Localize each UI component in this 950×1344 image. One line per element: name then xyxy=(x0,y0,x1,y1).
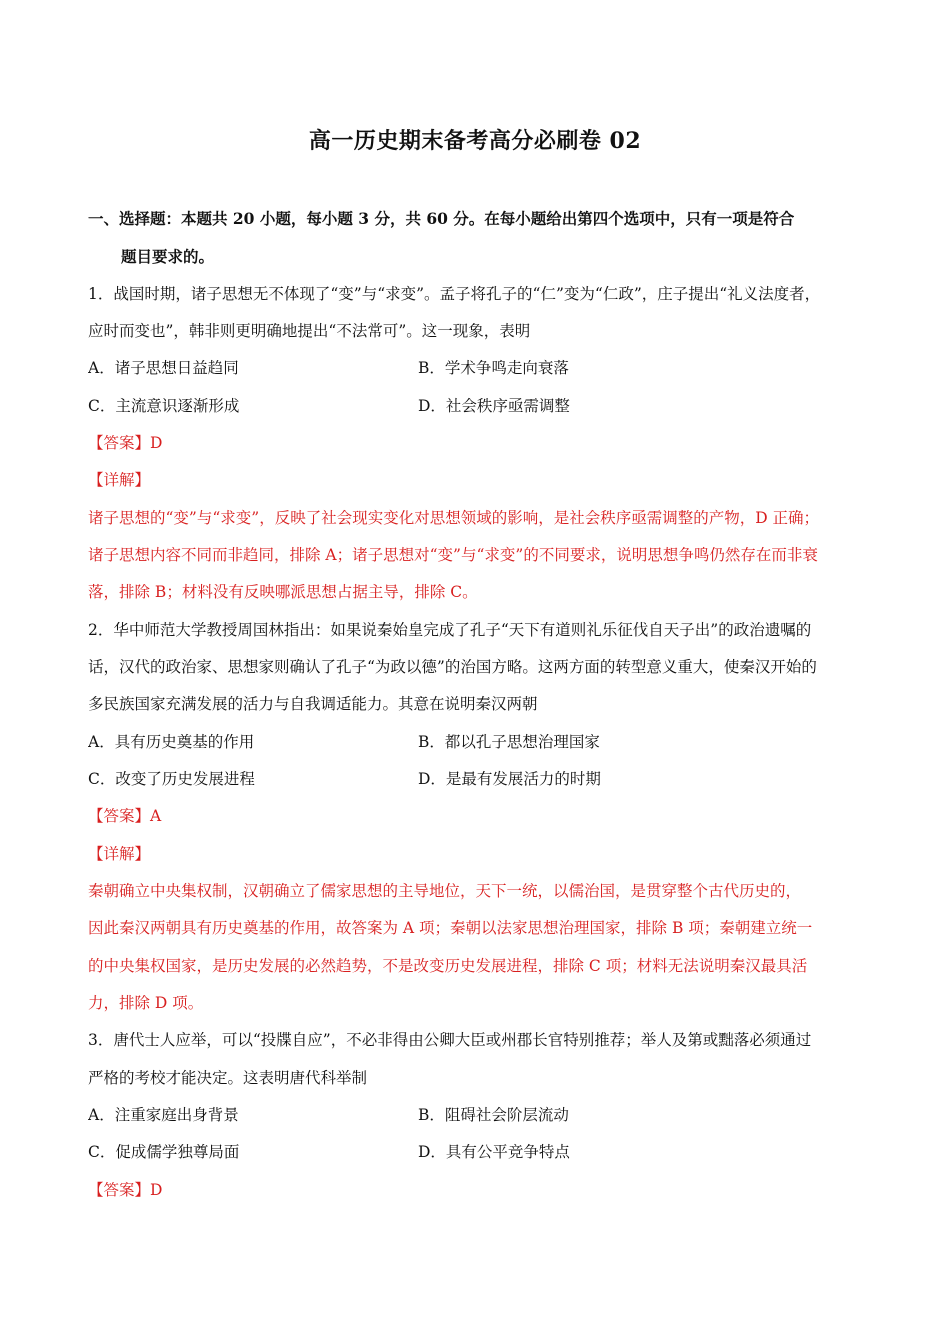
question-1-detail-line-1: 诸子思想的“变”与“求变”，反映了社会现实变化对思想领域的影响，是社会秩序亟需调整的产物，D 正确； xyxy=(88,509,820,527)
answer-value: D xyxy=(150,434,163,452)
question-1-detail-line-3: 落，排除 B；材料没有反映哪派思想占据主导，排除 C。 xyxy=(88,583,478,601)
question-1-option-a: A．诸子思想日益趋同 xyxy=(88,359,239,377)
question-3-stem-line-2: 严格的考校才能决定。这表明唐代科举制 xyxy=(88,1069,368,1087)
question-2-stem-line-3: 多民族国家充满发展的活力与自我调适能力。其意在说明秦汉两朝 xyxy=(88,695,538,713)
question-2-option-b: B．都以孔子思想治理国家 xyxy=(418,733,600,751)
section-heading-continued: 题目要求的。 xyxy=(121,247,215,266)
question-1-stem-line-2: 应时而变也”，韩非则更明确地提出“不法常可”。这一现象，表明 xyxy=(88,322,531,340)
question-3-option-c: C．促成儒学独尊局面 xyxy=(88,1143,240,1161)
question-2-detail-line-1: 秦朝确立中央集权制，汉朝确立了儒家思想的主导地位，天下一统，以儒治国，是贯穿整个古代历史的， xyxy=(88,882,802,900)
question-2-stem-line-2: 话，汉代的政治家、思想家则确认了孔子“为政以德”的治国方略。这两方面的转型意义重大，使秦汉开始的 xyxy=(88,658,817,676)
question-1-detail-label: 【详解】 xyxy=(88,471,151,489)
question-2-answer xyxy=(88,804,878,828)
question-1-detail-line-2: 诸子思想内容不同而非趋同，排除 A；诸子思想对“变”与“求变”的不同要求，说明思想争鸣仍然存在而非衰 xyxy=(88,546,818,564)
question-1-answer xyxy=(88,431,878,455)
question-2-option-d: D．是最有发展活力的时期 xyxy=(418,770,601,788)
question-2-option-a: A．具有历史奠基的作用 xyxy=(88,733,255,751)
question-2-detail-line-2: 因此秦汉两朝具有历史奠基的作用，故答案为 A 项；秦朝以法家思想治理国家，排除 B 项；秦朝建立统一 xyxy=(88,919,813,937)
question-3-answer xyxy=(88,1178,878,1202)
question-2-stem-line-1: 2．华中师范大学教授周国林指出：如果说秦始皇完成了孔子“天下有道则礼乐征伐自天子出”的政治遗嘱的 xyxy=(88,621,812,639)
question-1-stem-line-1: 1．战国时期，诸子思想无不体现了“变”与“求变”。孟子将孔子的“仁”变为“仁政”，庄子提出“礼义法度者， xyxy=(88,285,821,303)
answer-label: 【答案】 xyxy=(88,807,151,825)
page-title: 高一历史期末备考高分必刷卷 02 xyxy=(308,128,642,154)
question-2-detail-line-3: 的中央集权国家，是历史发展的必然趋势，不是改变历史发展进程，排除 C 项；材料无法说明秦汉最具活 xyxy=(88,957,808,975)
question-2-detail-label: 【详解】 xyxy=(88,845,151,863)
question-1-option-d: D．社会秩序亟需调整 xyxy=(418,397,570,415)
answer-value: D xyxy=(150,1181,163,1199)
question-1-option-c: C．主流意识逐渐形成 xyxy=(88,397,240,415)
answer-label: 【答案】 xyxy=(88,434,151,452)
question-3-stem-line-1: 3．唐代士人应举，可以“投牒自应”，不必非得由公卿大臣或州郡长官特别推荐；举人及第或黜落必须通过 xyxy=(88,1031,812,1049)
question-3-option-b: B．阻碍社会阶层流动 xyxy=(418,1106,569,1124)
question-2-detail-line-4: 力，排除 D 项。 xyxy=(88,994,204,1012)
question-3-option-d: D．具有公平竞争特点 xyxy=(418,1143,570,1161)
question-2-option-c: C．改变了历史发展进程 xyxy=(88,770,255,788)
section-heading: 一、选择题：本题共 20 小题，每小题 3 分，共 60 分。在每小题给出第四个选项中，只有一项是符合 xyxy=(88,209,795,228)
question-1-option-b: B．学术争鸣走向衰落 xyxy=(418,359,569,377)
question-3-option-a: A．注重家庭出身背景 xyxy=(88,1106,239,1124)
answer-label: 【答案】 xyxy=(88,1181,151,1199)
answer-value: A xyxy=(150,807,162,825)
